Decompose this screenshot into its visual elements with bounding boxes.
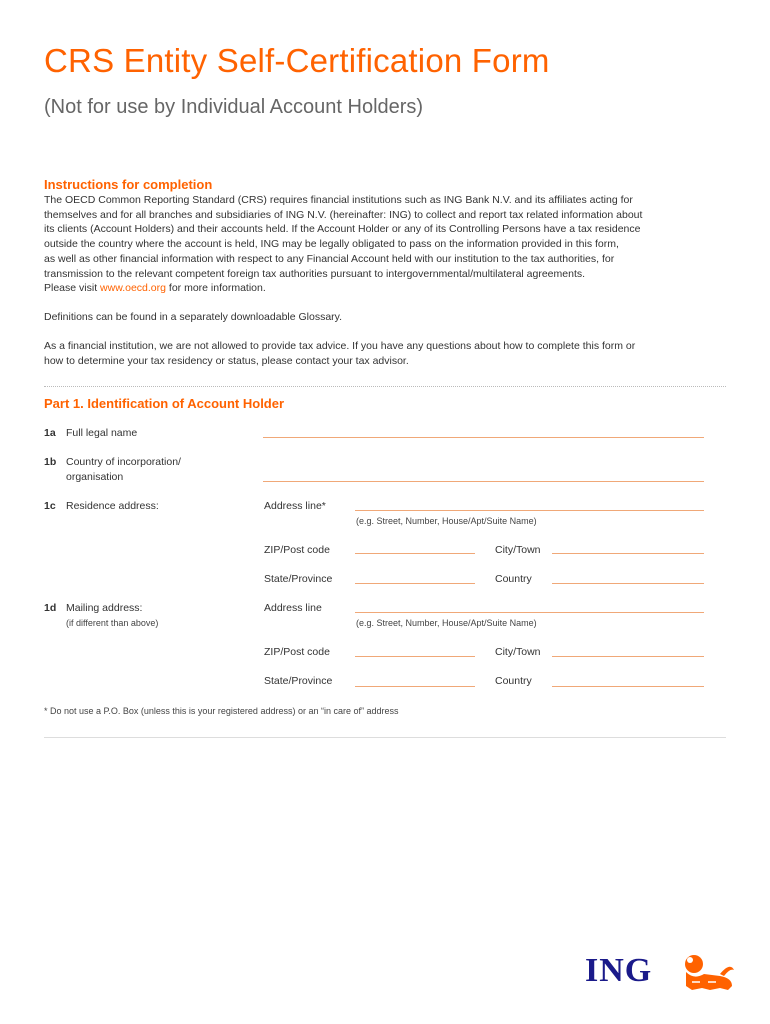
instructions-line: The OECD Common Reporting Standard (CRS) requires financial institutions such as ING Bank N.V. and its affiliates acting for (44, 194, 633, 206)
mailing-country-label: Country (495, 675, 532, 687)
residence-address-hint: (e.g. Street, Number, House/Apt/Suite Name) (356, 516, 537, 526)
mailing-address-label: Mailing address: (66, 602, 143, 614)
residence-address-line-field[interactable] (355, 510, 704, 511)
mailing-address-hint: (e.g. Street, Number, House/Apt/Suite Name) (356, 618, 537, 628)
residence-state-field[interactable] (355, 583, 475, 584)
field-number-1a: 1a (44, 427, 56, 439)
footnote: * Do not use a P.O. Box (unless this is your registered address) or an “in care of” address (44, 706, 399, 716)
mailing-address-line-label: Address line (264, 602, 322, 614)
definitions-text: Definitions can be found in a separately downloadable Glossary. (44, 311, 343, 323)
residence-address-line-label: Address line* (264, 500, 326, 512)
part1-heading: Part 1. Identification of Account Holder (44, 396, 285, 411)
bottom-divider (44, 737, 726, 738)
instructions-line: outside the country where the account is held, ING may be legally obligated to pass on the information provided in this form, (44, 238, 619, 251)
full-legal-name-label: Full legal name (66, 427, 138, 439)
residence-zip-label: ZIP/Post code (264, 544, 330, 556)
section-divider (44, 386, 726, 387)
instructions-line: as well as other financial information with respect to any Financial Account held with our institution to the tax authorities, for (44, 252, 615, 265)
field-number-1c: 1c (44, 500, 56, 512)
instructions-line: its clients (Account Holders) and their accounts held. If the Account Holder or any of its Controlling Persons have a tax residence (44, 223, 641, 236)
visit-prefix: Please visit (44, 282, 101, 295)
definitions-paragraph (44, 310, 724, 325)
residence-city-label: City/Town (495, 544, 541, 556)
mailing-address-line-field[interactable] (355, 612, 704, 613)
page-title: CRS Entity Self-Certification Form (44, 42, 550, 79)
mailing-city-label: City/Town (495, 646, 541, 658)
instructions-heading: Instructions for completion (44, 177, 213, 192)
country-incorporation-label-2: organisation (66, 471, 124, 483)
residence-zip-field[interactable] (355, 553, 475, 554)
residence-country-field[interactable] (552, 583, 704, 584)
mailing-city-field[interactable] (552, 656, 704, 657)
mailing-country-field[interactable] (552, 686, 704, 687)
residence-state-label: State/Province (264, 573, 333, 585)
mailing-zip-field[interactable] (355, 656, 475, 657)
advice-line: how to determine your tax residency or status, please contact your tax advisor. (44, 354, 409, 367)
mailing-zip-label: ZIP/Post code (264, 646, 330, 658)
residence-country-label: Country (495, 573, 532, 585)
visit-line (44, 281, 724, 296)
ing-logo-text: ING (585, 952, 653, 989)
full-legal-name-field[interactable] (263, 437, 704, 438)
mailing-state-label: State/Province (264, 675, 333, 687)
instructions-line: themselves and for all branches and subsidiaries of ING N.V. (hereinafter: ING) to collect and report tax related information about (44, 208, 643, 221)
field-number-1b: 1b (44, 456, 57, 468)
residence-address-label: Residence address: (66, 500, 159, 512)
field-number-1d: 1d (44, 602, 57, 614)
visit-suffix: for more information. (165, 282, 266, 295)
mailing-address-sublabel: (if different than above) (66, 618, 159, 628)
lion-logo-icon (680, 952, 736, 992)
page-subtitle: (Not for use by Individual Account Holders) (44, 96, 424, 118)
instructions-paragraph (44, 193, 724, 296)
advice-paragraph (44, 339, 724, 368)
advice-line: As a financial institution, we are not allowed to provide tax advice. If you have any questions about how to complete this form or (44, 340, 636, 352)
oecd-link[interactable]: www.oecd.org (100, 282, 166, 295)
instructions-line: transmission to the relevant competent foreign tax authorities pursuant to intergovernmental/multilateral agreements. (44, 267, 586, 280)
mailing-state-field[interactable] (355, 686, 475, 687)
country-incorporation-label: Country of incorporation/ (66, 456, 181, 468)
residence-city-field[interactable] (552, 553, 704, 554)
country-incorporation-field[interactable] (263, 481, 704, 482)
